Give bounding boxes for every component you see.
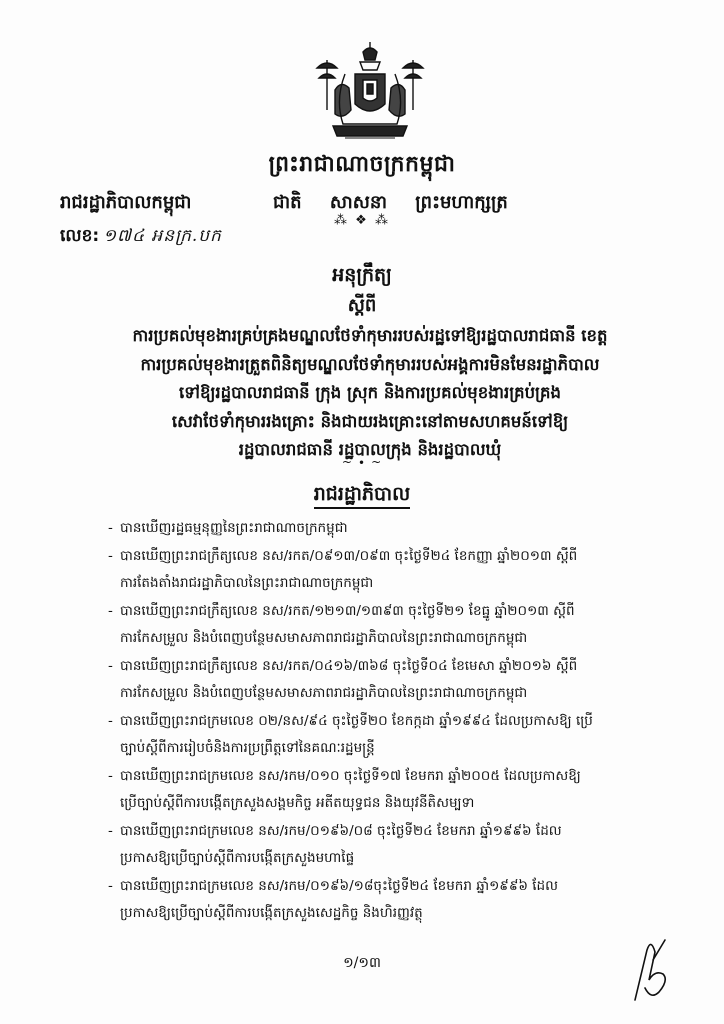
- subject-line: ទៅឱ្យរដ្ឋបាលរាជធានី ក្រុង ស្រុក និងការប្រគល់មុខងារគ្រប់គ្រង: [179, 383, 561, 402]
- recital-line: ប្រកាសឱ្យប្រើច្បាប់ស្តីពីការបង្កើតក្រសួងសេដ្ឋកិច្ច និងហិរញ្ញវត្ថុ: [120, 905, 423, 921]
- recital-line: បានឃើញព្រះរាជក្រមលេខ នស/រកម/០១៩៦/០៨ ចុះថ្ងៃទី២៤ ខែមករា ឆ្នាំ១៩៩៦ ដែល: [120, 823, 562, 839]
- bullet-dash: -: [108, 548, 113, 564]
- header-ornament: ⁂ ❖ ⁂: [334, 213, 390, 228]
- recital-item: [108, 708, 648, 762]
- bullet-dash: -: [108, 878, 113, 894]
- bullet-dash: -: [108, 768, 113, 784]
- motto-religion: សាសនា: [329, 192, 387, 213]
- recital-line: បានឃើញព្រះរាជក្រឹត្យលេខ នស/រកត/១២១៣/១៣៩៣ ចុះថ្ងៃទី២១ ខែធ្នូ ឆ្នាំ២០១៣ ស្តីពី: [120, 603, 575, 619]
- recital-item: [108, 818, 648, 872]
- recital-line: ការកែសម្រួល និងបំពេញបន្ថែមសមាសភាពរាជរដ្ឋាភិបាលនៃព្រះរាជាណាចក្រកម្ពុជា: [120, 630, 528, 646]
- recital-line: បានឃើញព្រះរាជក្រមលេខ នស/រកម/០១០ ចុះថ្ងៃទី១៧ ខែមករា ឆ្នាំ២០០៥ ដែលប្រកាសឱ្យ: [120, 768, 581, 784]
- reference-value: ១៧៤ អនក្រ.បក: [103, 226, 222, 246]
- recital-item: [108, 653, 648, 707]
- recital-item: [108, 543, 648, 597]
- recital-line: បានឃើញព្រះរាជក្រឹត្យលេខ នស/រកត/០៤១៦/៣៦៨ ចុះថ្ងៃទី០៤ ខែមេសា ឆ្នាំ២០១៦ ស្តីពី: [120, 658, 578, 674]
- section-divider: ~ ∙ ~: [341, 455, 383, 469]
- document-type: អនុក្រឹត្យ: [332, 264, 392, 286]
- subject-line: ការប្រគល់មុខងារត្រួតពិនិត្យមណ្ឌលថែទាំកុមាររបស់អង្គការមិនមែនរដ្ឋាភិបាល: [140, 354, 600, 374]
- issuing-government: រាជរដ្ឋាភិបាលកម្ពុជា: [60, 192, 192, 213]
- government-heading-text: រាជរដ្ឋាភិបាល: [314, 483, 410, 509]
- bullet-dash: -: [108, 658, 113, 674]
- kingdom-heading: ព្រះរាជាណាចក្រកម្ពុជា: [268, 152, 456, 177]
- subject-line: សេវាថែទាំកុមាររងគ្រោះ និងជាយរងគ្រោះនៅតាមសហគមន៍ទៅឱ្យ: [171, 411, 569, 431]
- bullet-dash: -: [108, 713, 113, 729]
- bullet-dash: -: [108, 823, 113, 839]
- subject-line: ការប្រគល់មុខងារគ្រប់គ្រងមណ្ឌលថែទាំកុមាររបស់រដ្ឋទៅឱ្យរដ្ឋបាលរាជធានី ខេត្ត: [132, 326, 608, 345]
- recital-line: បានឃើញព្រះរាជក្រឹត្យលេខ នស/រកត/០៩១៣/០៩៣ ចុះថ្ងៃទី២៤ ខែកញ្ញា ឆ្នាំ២០១៣ ស្តីពី: [120, 548, 578, 564]
- subject-line: រដ្ឋបាលរាជធានី រដ្ឋបាលក្រុង និងរដ្ឋបាលឃុំ: [238, 440, 502, 459]
- motto-king: ព្រះមហាក្សត្រ: [415, 192, 508, 213]
- bullet-dash: -: [108, 520, 113, 536]
- royal-coat-of-arms-icon: [305, 40, 435, 150]
- recital-line: ប្រកាសឱ្យប្រើច្បាប់ស្តីពីការបង្កើតក្រសួងមហាផ្ទៃ: [120, 850, 355, 866]
- recital-item: [108, 598, 648, 652]
- recital-item: [108, 873, 648, 927]
- reference-label: លេខ:: [60, 226, 100, 246]
- recital-line: ច្បាប់ស្តីពីការរៀបចំនិងការប្រព្រឹត្តទៅនៃគណៈរដ្ឋមន្ត្រី: [120, 740, 375, 756]
- recital-line: បានឃើញព្រះរាជក្រមលេខ នស/រកម/០១៩៦/១៨ចុះថ្ងៃទី២៤ ខែមករា ឆ្នាំ១៩៩៦ ដែល: [120, 878, 558, 894]
- recital-list: [108, 515, 648, 928]
- recital-line: បានឃើញរដ្ឋធម្មនុញ្ញនៃព្រះរាជាណាចក្រកម្ពុជា: [120, 520, 348, 536]
- about-label: ស្តីពី: [347, 295, 377, 316]
- recital-item: [108, 515, 648, 542]
- government-heading: [0, 482, 724, 510]
- page-number: ១/១៣: [343, 955, 381, 971]
- recital-line: បានឃើញព្រះរាជក្រមលេខ ០២/នស/៩៤ ចុះថ្ងៃទី២០ ខែកក្កដា ឆ្នាំ១៩៩៤ ដែលប្រកាសឱ្យ ប្រើ: [120, 713, 593, 729]
- recital-line: ការតែងតាំងរាជរដ្ឋាភិបាលនៃព្រះរាជាណាចក្រកម្ពុជា: [120, 575, 374, 591]
- bullet-dash: -: [108, 603, 113, 619]
- recital-item: [108, 763, 648, 817]
- recital-line: ប្រើច្បាប់ស្តីពីការបង្កើតក្រសួងសង្គមកិច្ច អតីតយុទ្ធជន និងយុវនីតិសម្បទា: [120, 795, 475, 811]
- document-subject: [90, 322, 650, 465]
- signature-icon: [625, 930, 675, 1005]
- motto-nation: ជាតិ: [273, 192, 302, 213]
- recital-line: ការកែសម្រួល និងបំពេញបន្ថែមសមាសភាពរាជរដ្ឋាភិបាលនៃព្រះរាជាណាចក្រកម្ពុជា: [120, 685, 528, 701]
- reference-number: [60, 225, 222, 250]
